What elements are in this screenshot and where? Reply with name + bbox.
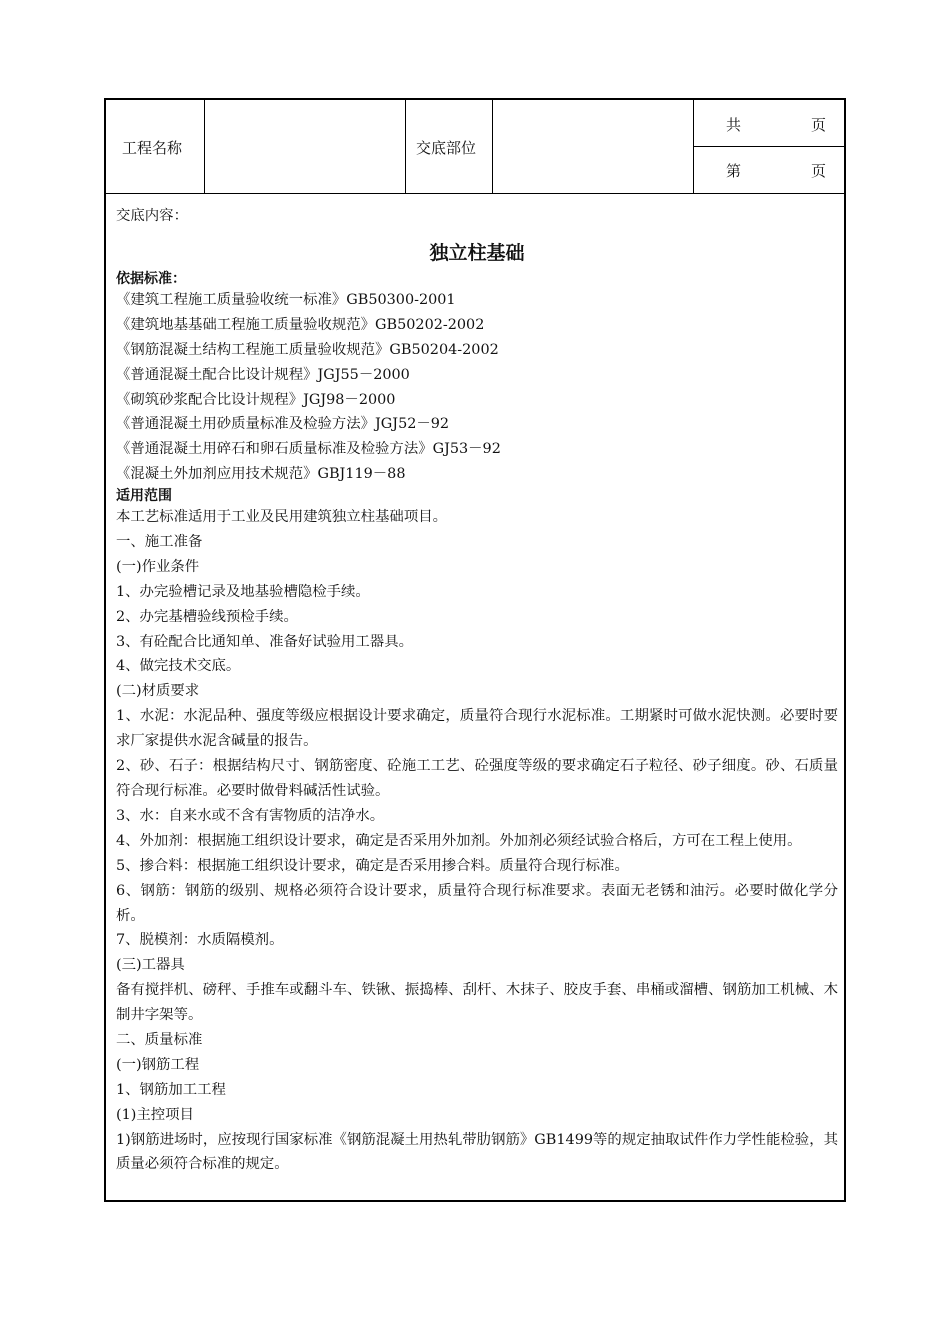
total-pages — [726, 114, 826, 135]
basis-heading: 依据标准： — [116, 271, 186, 287]
total-pages-suffix: 页 — [810, 116, 826, 134]
intro-label: 交底内容： — [116, 208, 188, 224]
page-number-suffix: 页 — [810, 162, 826, 180]
total-pages-prefix: 共 — [726, 116, 742, 134]
section-heading: 一、施工准备 — [116, 534, 203, 551]
scope-heading: 适用范围 — [116, 488, 172, 505]
project-name-label: 工程名称 — [122, 139, 183, 157]
material-item: 3、水：自来水或不含有害物质的洁净水。 — [116, 807, 385, 824]
standard-item: 《砌筑砂浆配合比设计规程》JGJ98－2000 — [116, 391, 396, 408]
standard-item: 《钢筋混凝土结构工程施工质量验收规范》GB50204-2002 — [116, 341, 499, 358]
standard-item: 《混凝土外加剂应用技术规范》GBJ119－88 — [116, 466, 406, 483]
subsection-heading: (一)作业条件 — [116, 558, 200, 575]
divider — [693, 146, 844, 147]
standard-item: 《建筑工程施工质量验收统一标准》GB50300-2001 — [116, 292, 456, 308]
page-number — [726, 160, 826, 181]
page-number-prefix: 第 — [726, 162, 742, 180]
material-item: 2、砂、石子：根据结构尺寸、钢筋密度、砼施工工艺、砼强度等级的要求确定石子粒径、砂子细度。砂、石质量符合现行标准。必要时做骨料碱活性试验。 — [116, 758, 838, 799]
material-item: 7、脱模剂：水质隔模剂。 — [116, 932, 284, 949]
standard-item: 《普通混凝土用砂质量标准及检验方法》JGJ52－92 — [116, 416, 450, 433]
body-text — [116, 270, 838, 1177]
location-label: 交底部位 — [416, 139, 477, 157]
subsection-heading: (一)钢筋工程 — [116, 1056, 200, 1073]
condition-item: 4、做完技术交底。 — [116, 658, 241, 675]
disclosure-form — [104, 98, 846, 1202]
condition-item: 3、有砼配合比通知单、准备好试验用工器具。 — [116, 633, 413, 650]
divider — [492, 100, 493, 193]
document-title: 独立柱基础 — [429, 242, 525, 264]
divider — [405, 100, 406, 193]
material-item: 1、水泥：水泥品种、强度等级应根据设计要求确定，质量符合现行水泥标准。工期紧时可做水泥快测。必要时要求厂家提供水泥含碱量的报告。 — [116, 708, 838, 750]
scope-text: 本工艺标准适用于工业及民用建筑独立柱基础项目。 — [116, 509, 447, 526]
form-header — [106, 100, 844, 194]
subsection-heading: 1、钢筋加工工程 — [116, 1081, 226, 1098]
condition-item: 2、办完基槽验线预检手续。 — [116, 608, 298, 625]
condition-item: 1、办完验槽记录及地基验槽隐检手续。 — [116, 583, 370, 600]
divider — [204, 100, 205, 193]
subsection-heading: (1)主控项目 — [116, 1106, 194, 1123]
material-item: 5、掺合料：根据施工组织设计要求，确定是否采用掺合料。质量符合现行标准。 — [116, 857, 629, 874]
standard-item: 《建筑地基基础工程施工质量验收规范》GB50202-2002 — [116, 316, 485, 333]
subsection-heading: (二)材质要求 — [116, 683, 200, 700]
material-item: 4、外加剂：根据施工组织设计要求，确定是否采用外加剂。外加剂必须经试验合格后，方可在工程上使用。 — [116, 832, 802, 849]
tools-text: 备有搅拌机、磅秤、手推车或翻斗车、铁锹、振捣棒、刮杆、木抹子、胶皮手套、串桶或溜槽、钢筋加工机械、木制井字架等。 — [116, 982, 838, 1024]
subsection-heading: (三)工器具 — [116, 957, 185, 974]
standard-item: 《普通混凝土用碎石和卵石质量标准及检验方法》GJ53－92 — [116, 441, 501, 458]
section-heading: 二、质量标准 — [116, 1032, 203, 1049]
standard-item: 《普通混凝土配合比设计规程》JGJ55－2000 — [116, 366, 410, 383]
material-item: 6、钢筋：钢筋的级别、规格必须符合设计要求，质量符合现行标准要求。表面无老锈和油污。必要时做化学分析。 — [116, 882, 838, 924]
item-text: 1)钢筋进场时，应按现行国家标准《钢筋混凝土用热轧带肋钢筋》GB1499等的规定抽取试件作力学性能检验，其质量必须符合标准的规定。 — [116, 1131, 838, 1173]
